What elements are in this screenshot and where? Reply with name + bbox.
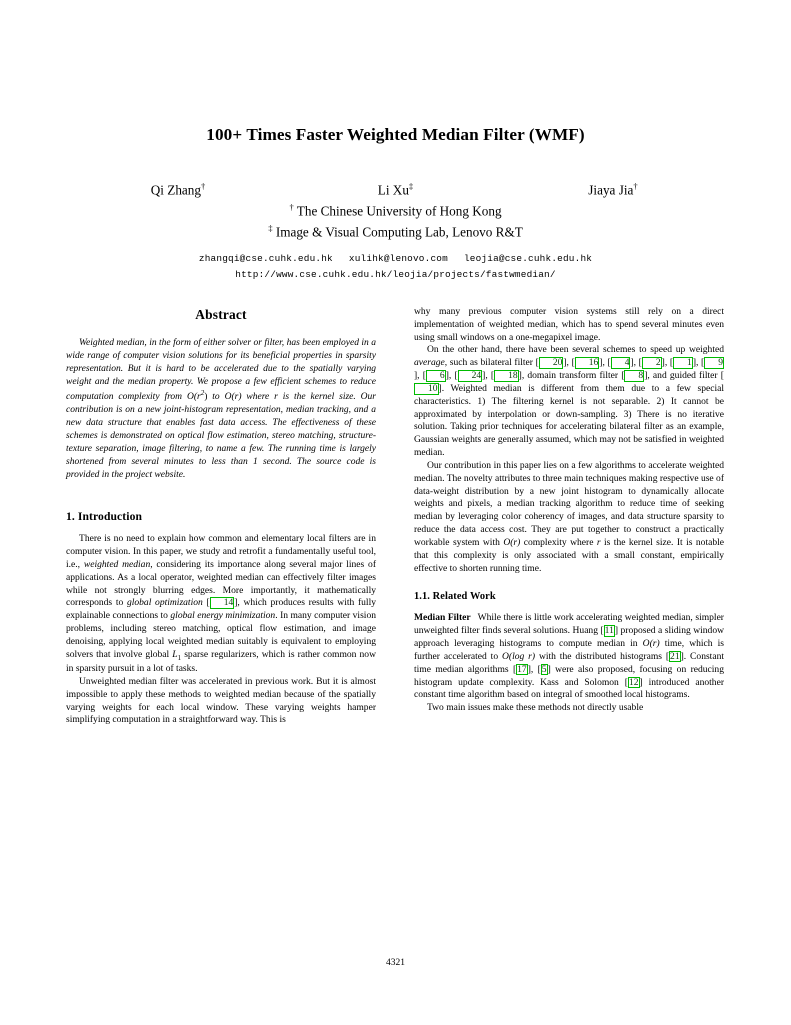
intro-p1-b: , considering its importance along several major lines of applications. As a local operator, weighted median can effectively filter images while not strongly blurring edges. More importantly, it mathematically corresponds to (66, 558, 377, 609)
email-author-3: leojia@cse.cuhk.edu.hk (463, 252, 593, 264)
intro-paragraph-5 (414, 460, 724, 575)
intro-p5-math-1 (503, 537, 520, 548)
intro-p1-f: sparse regularizers, which is rather common now in sparsity pursuit in a lot of tasks. (66, 648, 376, 675)
affiliation-1 (66, 201, 725, 220)
intro-p5-math-r: r (596, 536, 601, 548)
citation-link-8[interactable]: 8 (624, 370, 644, 382)
intro-p4-a: On the other hand, there have been several schemes to speed up weighted (427, 344, 724, 356)
citation-link-24[interactable]: 24 (458, 370, 483, 382)
citation-link-2[interactable]: 2 (642, 357, 662, 369)
intro-paragraph-4: On the other hand, there have been several schemes to speed up weighted average, such as bilateral filter [ 20], [ 16], [ 4], [ 2], [ 1], [ 9], [ 6], [ 24], [ 18], domain transform filter [ 8], and guided filter [10]. Weighted median is different from them due to a few special characteristics. 1) The filtering kernel is not separable. 2) It cannot be approximated by interpolation or down-sampling. 3) There is no iterative solution. Taking prior techniques for accelerating bilateral filter as an example, Gaussian weights are generally assumed, which may not be satisfied in weighted median. (414, 344, 724, 459)
column-left (66, 306, 376, 727)
intro-p1-c (203, 597, 207, 608)
mf-p1-a: While there is little work accelerating weighted median, simpler unweighted filter finds several solutions. Huang (414, 612, 724, 637)
intro-p1-e: . In many computer vision problems, including stereo matching, optical flow estimation, and image denoising, applying local weighted median suitably is equivalent to employing solvers that involve global (66, 610, 376, 660)
affiliation-1-marker: † (289, 201, 294, 212)
author-list (66, 181, 725, 198)
email-author-2: xulihk@lenovo.com (348, 252, 448, 264)
citation-link-4[interactable]: 4 (611, 357, 631, 369)
abstract-math-1-sup: 2 (200, 388, 205, 397)
mf-p1-math-2 (502, 651, 535, 662)
author-3-name: Jiaya Jia (588, 182, 634, 198)
citation-link-12[interactable]: 12 (628, 676, 639, 688)
project-url[interactable]: http://www.cse.cuhk.edu.hk/leojia/projects/fastwmedian/ (235, 268, 556, 280)
author-1-marker: † (200, 181, 206, 192)
email-author-1: zhangqi@cse.cuhk.edu.hk (198, 252, 333, 264)
runin-heading-median-filter: Median Filter (414, 612, 471, 624)
citation-link-10[interactable]: 10 (414, 383, 439, 395)
affiliation-2 (66, 222, 725, 241)
mf-p1-d: with the distributed histograms (535, 650, 666, 662)
intro-p4-italic-average: average (414, 357, 445, 369)
page-number: 4321 (386, 958, 405, 968)
intro-p1-math-L1 (172, 649, 181, 660)
abstract-math-2-arg: (r) (231, 392, 242, 402)
mf-p1-math-2-arg: (log r) (508, 650, 536, 662)
intro-p1-a: There is no need to explain how common and elementary local filters are in computer vision. In this paper, we study and retrofit a fundamentally useful tool, i.e., (66, 533, 376, 570)
mf-p1-c: time, which is further accelerated to (414, 638, 724, 662)
mf-p1-math-1-op: O (642, 638, 650, 650)
abstract-math-2 (225, 392, 242, 402)
mf-p1-math-1-arg: (r) (649, 638, 660, 650)
author-3-marker: † (633, 181, 638, 192)
affiliation-1-text: The Chinese University of Hong Kong (296, 203, 502, 219)
abstract-text-part4: is the kernel size. Our contribution is on a new joint-histogram representation, median tracking, and a new data structure that enables fast data access. The effectiveness of these schemes is demonstrated on optical flow estimation, stereo matching, structure-texture separation, image filtering, to name a few. The running time is largely shortened from several minutes to less than 1 second. The source code is provided in the project website. (66, 392, 376, 480)
abstract-text-part3: where (241, 392, 275, 402)
paper-header (66, 124, 725, 283)
subsection-heading-related-work: 1.1. Related Work (414, 591, 496, 603)
abstract-math-1 (186, 388, 208, 402)
column-right (414, 306, 724, 715)
abstract-body (66, 337, 376, 482)
intro-p5-math-1-arg: (r) (510, 536, 521, 548)
affiliation-2-text: Image & Visual Computing Lab, Lenovo R&T (275, 224, 523, 240)
intro-p1-italic-1: weighted median (83, 558, 151, 570)
intro-p1-d: , which produces results with fully explainable connections to (66, 597, 377, 622)
intro-p5-a: Our contribution in this paper lies on a few algorithms to accelerate weighted median. The novelty attributes to three main techniques making respective use of data-weight distribution by a new joint histogram to dynamically allocate weights and pixels, a median tracking algorithm to reduce time of seeking median by leveraging color coherency of images, and data structure sparsity to reduce the data access cost. They are put together to construct a practically workable system with (414, 459, 725, 548)
intro-paragraph-2: Unweighted median filter was accelerated in previous work. But it is almost impossible to apply these methods to weighted median because of the spatially varying weights for each local window. These varying weights hamper simplifying computation in a straightforward way. This is (66, 675, 376, 726)
related-work-median-filter-paragraph: Median Filter While there is little work accelerating weighted median, simpler unweighted filter finds several solutions. Huang [11] proposed a sliding window approach leveraging histograms to compute median in O(r) time, which is further accelerated to O(log r) with the distributed histograms [21]. Constant time median algorithms [17], [5] were also proposed, focusing on reducing histogram update complexity. Kass and Solomon [12] introduced another constant time algorithm based on integral of smoothed local histograms. (414, 612, 724, 701)
intro-p4-b: , such as bilateral filter (444, 357, 536, 369)
intro-p5-c: is the kernel size. It is notable that this complexity is only associated with a small constant, empirically effective to shorten running time. (414, 536, 724, 574)
intro-p1-italic-3: global energy minimization (170, 610, 276, 622)
mf-p1-f: were also proposed, focusing on reducing histogram update complexity. Kass and Solomon (414, 663, 724, 688)
citation-link-11[interactable]: 11 (604, 625, 614, 637)
abstract-text-part2: to (207, 392, 225, 402)
intro-p1-math-L: L (172, 648, 178, 660)
page-title: 100+ Times Faster Weighted Median Filter (WMF) (206, 125, 585, 144)
citation-link-21[interactable]: 21 (670, 650, 680, 662)
intro-p4-e: . Weighted median is different from them due to a few special characteristics. 1) The filtering kernel is not separable. 2) It cannot be approximated by interpolation or down-sampling. 3) There is no iterative solution. Taking prior techniques for accelerating bilateral filter as an example, Gaussian weights are generally assumed, which may not be satisfied in weighted median. (414, 382, 724, 459)
citation-link-1[interactable]: 1 (673, 357, 693, 369)
citation-link-5[interactable]: 5 (541, 663, 547, 675)
author-3 (504, 181, 721, 198)
mf-p1-e: . Constant time median algorithms (414, 650, 724, 675)
email-line (66, 251, 725, 267)
citation-link-18[interactable]: 18 (494, 370, 519, 382)
abstract-math-1-close: ) (204, 392, 208, 402)
intro-p5-b: complexity where (520, 536, 597, 548)
abstract-math-2-op: O (224, 392, 232, 402)
abstract-text-part1: Weighted median, in the form of either solver or filter, has been employed in a wide range of computer vision solutions for its beneficial properties in sparsity representation. But it is hard to be accelerated due to the spatially varying weight and the median property. We propose a few efficient schemes to reduce computation complexity from (66, 338, 376, 402)
author-2 (287, 181, 504, 198)
related-work-paragraph-2: Two main issues make these methods not directly usable (427, 702, 644, 714)
abstract-math-1-arg: (r (193, 392, 201, 402)
mf-p1-b: proposed a sliding window approach leveraging histograms to compute median in (414, 625, 724, 650)
mf-p1-math-2-op: O (501, 650, 509, 662)
abstract-math-1-op: O (186, 392, 194, 402)
abstract-paragraph (66, 337, 376, 482)
author-2-marker: ‡ (408, 181, 414, 192)
mf-p1-math-1 (643, 638, 660, 649)
intro-p4-c: , domain transform filter (521, 370, 622, 382)
intro-p4-d: , and guided filter (647, 370, 721, 382)
intro-p1-math-sub: 1 (177, 653, 182, 662)
citation-link-20[interactable]: 20 (539, 357, 564, 369)
affiliation-2-marker: ‡ (268, 223, 273, 234)
abstract-math-3: r (274, 392, 278, 402)
intro-p5-math-1-op: O (503, 536, 511, 548)
citation-link-17[interactable]: 17 (517, 663, 527, 675)
intro-paragraph-1: There is no need to explain how common and elementary local filters are in computer vision. In this paper, we study and retrofit a fundamentally useful tool, i.e., weighted median, considering its importance along several major lines of applications. As a local operator, weighted median can effectively filter images while not strongly blurring edges. More importantly, it mathematically corresponds to global optimization [ 14], which produces results with fully explainable connections to global energy minimization. In many computer vision problems, including stereo matching, optical flow estimation, and image denoising, applying local weighted median suitably is equivalent to employing solvers that involve global $L_1$ sparse regularizers, which is rather common now in sparsity pursuit in a lot of tasks. (66, 533, 377, 675)
section-heading-introduction: 1. Introduction (66, 509, 143, 523)
abstract-heading: Abstract (195, 307, 247, 322)
intro-p1-italic-2: global optimization (126, 597, 203, 609)
author-2-name: Li Xu (377, 182, 409, 198)
mf-p1-g: introduced another constant time algorithm based on integral of smoothed local histograms. (414, 676, 724, 701)
citation-link-16[interactable]: 16 (575, 357, 600, 369)
author-1-name: Qi Zhang (150, 182, 201, 198)
citation-link-14[interactable]: 14 (210, 597, 235, 609)
author-1 (69, 181, 286, 198)
citation-link-9[interactable]: 9 (704, 357, 724, 369)
citation-link-6[interactable]: 6 (426, 370, 446, 382)
intro-paragraph-3: why many previous computer vision systems still rely on a direct implementation of weighted median, which has to spend several minutes even using small windows on a one-megapixel image. (414, 306, 724, 343)
